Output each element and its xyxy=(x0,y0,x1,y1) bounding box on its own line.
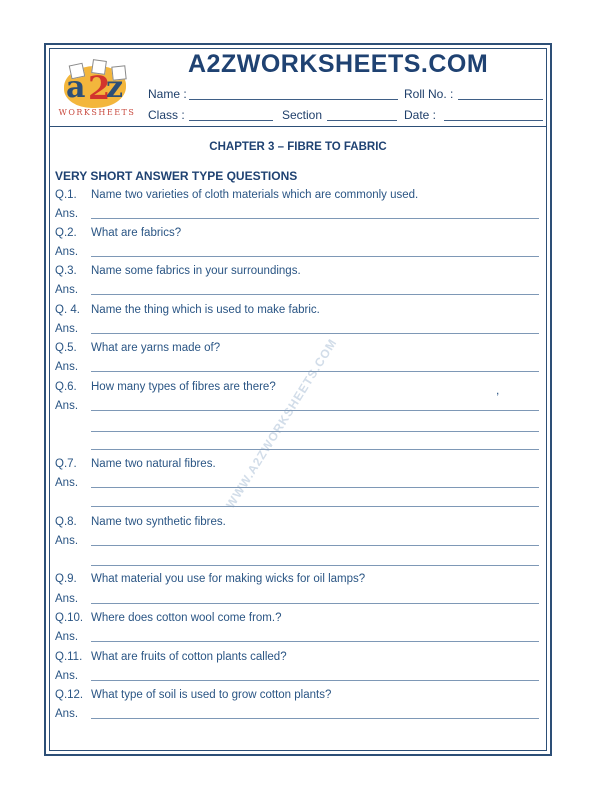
question-text: Name two synthetic fibres. xyxy=(91,516,226,528)
answer-line[interactable] xyxy=(91,449,539,450)
answer-label: Ans. xyxy=(55,593,79,605)
answer-line[interactable] xyxy=(91,565,539,566)
question-number: Q.11. xyxy=(55,651,83,663)
question-text: Name the thing which is used to make fabric. xyxy=(91,304,320,316)
question-number: Q.12. xyxy=(55,689,84,701)
class-label: Class : xyxy=(148,108,185,122)
question-text: What are fabrics? xyxy=(91,227,182,239)
question-number: Q. 4. xyxy=(55,304,80,316)
name-field-line xyxy=(189,99,398,100)
answer-label: Ans. xyxy=(55,208,79,220)
name-label: Name : xyxy=(148,87,187,101)
section-label: Section xyxy=(282,108,323,122)
answer-line[interactable] xyxy=(91,431,539,432)
logo-digit-2: 2 xyxy=(88,69,111,107)
site-logo xyxy=(56,60,138,122)
answer-line[interactable] xyxy=(91,545,539,546)
class-field-line xyxy=(189,120,273,121)
answer-label: Ans. xyxy=(55,477,79,489)
logo-letter-a: a xyxy=(66,70,86,105)
answer-label: Ans. xyxy=(55,246,79,258)
site-title: A2ZWORKSHEETS.COM xyxy=(188,50,489,78)
logo-letter-z: z xyxy=(106,70,124,105)
question-text: Name two varieties of cloth materials which are commonly used. xyxy=(91,189,419,201)
answer-line[interactable] xyxy=(91,718,539,719)
answer-line[interactable] xyxy=(91,333,539,334)
answer-label: Ans. xyxy=(55,400,79,412)
roll-no-label: Roll No. : xyxy=(404,87,454,101)
stray-comma: , xyxy=(496,383,500,397)
roll-no-field-line xyxy=(458,99,543,100)
answer-line[interactable] xyxy=(91,410,539,411)
answer-label: Ans. xyxy=(55,708,79,720)
question-text: What are fruits of cotton plants called? xyxy=(91,651,287,663)
answer-line[interactable] xyxy=(91,256,539,257)
section-title: VERY SHORT ANSWER TYPE QUESTIONS xyxy=(55,169,298,183)
header-divider xyxy=(49,126,547,127)
answer-line[interactable] xyxy=(91,641,539,642)
question-number: Q.6. xyxy=(55,381,77,393)
answer-label: Ans. xyxy=(55,323,79,335)
answer-label: Ans. xyxy=(55,361,79,373)
question-number: Q.9. xyxy=(55,573,77,585)
question-number: Q.5. xyxy=(55,342,77,354)
answer-line[interactable] xyxy=(91,218,539,219)
section-field-line xyxy=(327,120,397,121)
answer-line[interactable] xyxy=(91,603,539,604)
watermark: WWW.A2ZWORKSHEETS.COM xyxy=(223,335,340,511)
question-text: What are yarns made of? xyxy=(91,342,221,354)
question-text: Name some fabrics in your surroundings. xyxy=(91,265,301,277)
answer-line[interactable] xyxy=(91,371,539,372)
answer-label: Ans. xyxy=(55,670,79,682)
question-number: Q.8. xyxy=(55,516,77,528)
question-number: Q.7. xyxy=(55,458,77,470)
answer-line[interactable] xyxy=(91,680,539,681)
answer-line[interactable] xyxy=(91,506,539,507)
answer-label: Ans. xyxy=(55,284,79,296)
question-text: Name two natural fibres. xyxy=(91,458,216,470)
answer-label: Ans. xyxy=(55,535,79,547)
question-text: What material you use for making wicks for oil lamps? xyxy=(91,573,366,585)
question-text: What type of soil is used to grow cotton plants? xyxy=(91,689,332,701)
date-field-line xyxy=(444,120,543,121)
answer-line[interactable] xyxy=(91,487,539,488)
question-number: Q.10. xyxy=(55,612,84,624)
answer-label: Ans. xyxy=(55,631,79,643)
date-label: Date : xyxy=(404,108,437,122)
question-text: How many types of fibres are there? xyxy=(91,381,276,393)
answer-line[interactable] xyxy=(91,294,539,295)
chapter-title: CHAPTER 3 – FIBRE TO FABRIC xyxy=(209,141,387,153)
question-text: Where does cotton wool come from.? xyxy=(91,612,282,624)
logo-tagline: WORKSHEETS xyxy=(58,108,136,117)
question-number: Q.3. xyxy=(55,265,77,277)
question-number: Q.1. xyxy=(55,189,77,201)
question-number: Q.2. xyxy=(55,227,77,239)
